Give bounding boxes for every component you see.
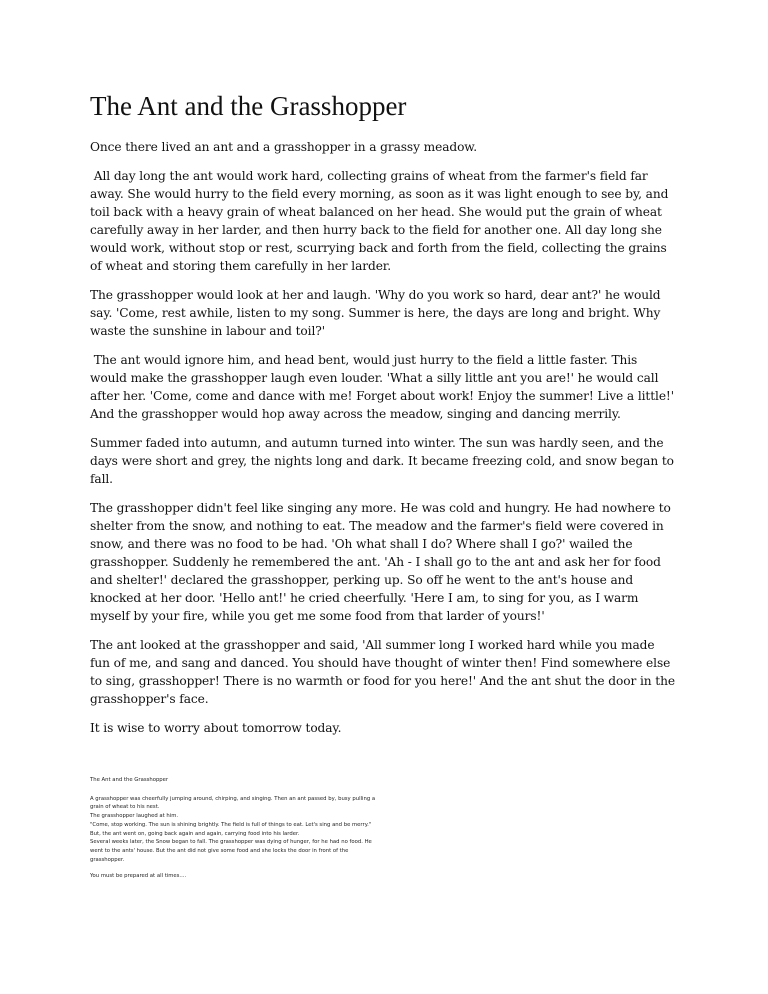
summary-line: But, the ant went on, going back again and again, carrying food into his larder. xyxy=(90,830,300,837)
summary-line: "Come, stop working. The sun is shining brightly. The field is full of things to eat. Let's sing and be merry." xyxy=(90,821,372,828)
story-paragraph: The grasshopper would look at her and laugh. 'Why do you work so hard, dear ant?' he would say. 'Come, rest awhile, listen to my song. Summer is here, the days are long and bright. Why waste the sunshine in labour and toil?' xyxy=(90,288,661,338)
summary-title: The Ant and the Grasshopper xyxy=(90,777,169,783)
story-moral: It is wise to worry about tomorrow today. xyxy=(90,721,342,735)
document-page xyxy=(90,88,675,748)
summary-line: A grasshopper was cheerfully jumping around, chirping, and singing. Then an ant passed by, busy pulling a grain of wheat to his nest. xyxy=(90,795,376,811)
story-paragraph: The ant would ignore him, and head bent, would just hurry to the field a little faster. This would make the grasshopper laugh even louder. 'What a silly little ant you are!' he would call after her. 'Come, come and dance with me! Forget about work! Enjoy the summer! Live a little!' And the grasshopper would hop away across the meadow, singing and dancing merrily. xyxy=(90,353,674,421)
summary-line: Several weeks later, the Snow began to fall. The grasshopper was dying of hunger, for he had no food. He went to the ants' house. But the ant did not give some food and she locks the door in front of the grasshopper. xyxy=(90,839,372,863)
summary-moral: You must be prepared at all times.... xyxy=(90,873,187,880)
story-paragraph: All day long the ant would work hard, collecting grains of wheat from the farmer's field far away. She would hurry to the field every morning, as soon as it was light enough to see by, and toil back with a heavy grain of wheat balanced on her head. She would put the grain of wheat carefully away in her larder, and then hurry back to the field for another one. All day long she would work, without stop or rest, scurrying back and forth from the field, collecting the grains of wheat and storing them carefully in her larder. xyxy=(90,169,669,273)
story-paragraph: Once there lived an ant and a grasshopper in a grassy meadow. xyxy=(90,140,477,154)
story-paragraph: Summer faded into autumn, and autumn turned into winter. The sun was hardly seen, and the days were short and grey, the nights long and dark. It became freezing cold, and snow began to fall. xyxy=(90,436,674,486)
summary-block xyxy=(90,776,380,881)
story-title: The Ant and the Grasshopper xyxy=(90,91,407,121)
summary-line: The grasshopper laughed at him. xyxy=(90,813,179,820)
story-paragraph: The ant looked at the grasshopper and said, 'All summer long I worked hard while you made fun of me, and sang and danced. You should have thought of winter then! Find somewhere else to sing, grasshopper! There is no warmth or food for you here!' And the ant shut the door in the grasshopper's face. xyxy=(90,638,675,706)
story-paragraph: The grasshopper didn't feel like singing any more. He was cold and hungry. He had nowhere to shelter from the snow, and nothing to eat. The meadow and the farmer's field were covered in snow, and there was no food to be had. 'Oh what shall I do? Where shall I go?' wailed the grasshopper. Suddenly he remembered the ant. 'Ah - I shall go to the ant and ask her for food and shelter!' declared the grasshopper, perking up. So off he went to the ant's house and knocked at her door. 'Hello ant!' he cried cheerfully. 'Here I am, to sing for you, as I warm myself by your fire, while you get me some food from that larder of yours!' xyxy=(90,501,671,623)
